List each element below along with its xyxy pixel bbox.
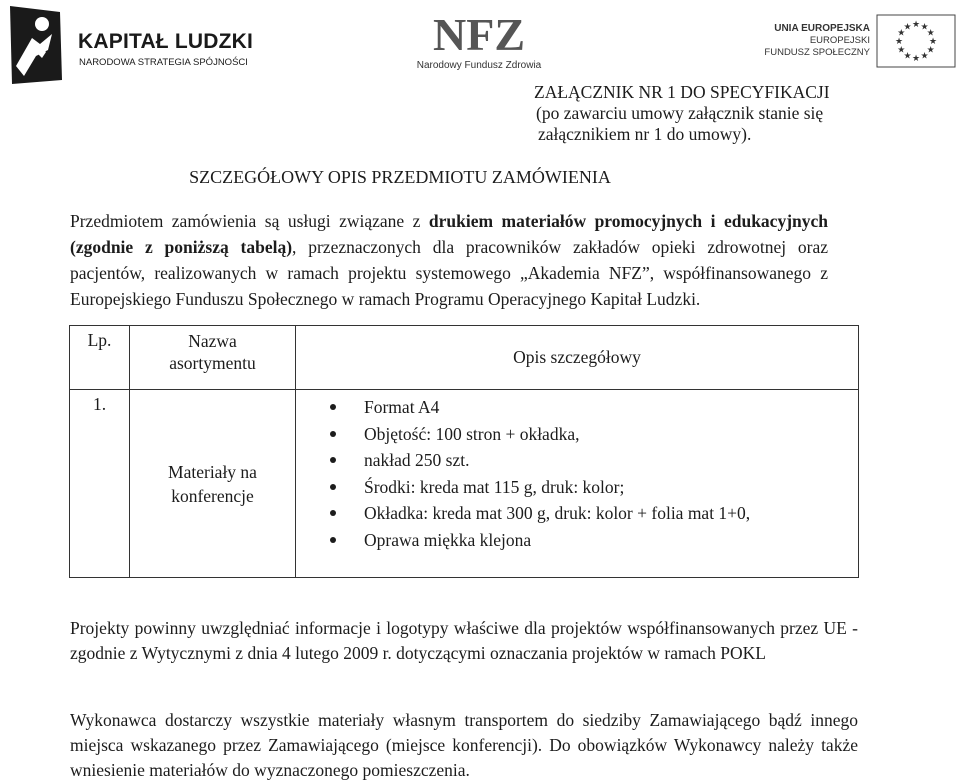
bullet-icon [330,484,336,490]
eu-star-icon: ★ [920,21,929,32]
eu-logo-line1: UNIA EUROPEJSKA [774,23,870,34]
header-name-line1: Nazwa [188,331,237,351]
eu-logo [764,14,956,72]
description-list [296,394,858,553]
eu-star-icon: ★ [903,50,912,61]
intro-paragraph [70,208,828,312]
list-item-text: Oprawa miękka klejona [364,529,532,550]
eu-star-icon: ★ [926,27,935,38]
eu-flag-icon [876,14,956,68]
document-title: SZCZEGÓŁOWY OPIS PRZEDMIOTU ZAMÓWIENIA [189,167,611,187]
list-item [296,394,858,421]
table-header-row [70,326,859,390]
list-item [296,527,858,554]
specification-table [69,325,859,578]
table-row [70,390,859,578]
intro-text-part1: Przedmiotem zamówienia są usługi związane z [70,211,429,231]
list-item [296,421,858,448]
list-item-text: Środki: kreda mat 115 g, druk: kolor; [364,476,625,497]
list-item-text: Objętość: 100 stron + okładka, [364,423,580,444]
row-description [296,390,859,578]
kapital-ludzki-title: KAPITAŁ LUDZKI [78,30,254,53]
annex-line1: ZAŁĄCZNIK NR 1 DO SPECYFIKACJI [534,82,830,102]
list-item-text: Format A4 [364,397,440,417]
logo-requirements-paragraph: Projekty powinny uwzględniać informacje i logotypy właściwe dla projektów współfinansowanych przez UE - zgodnie z Wytycznymi z dnia 4 lutego 2009 r. dotyczącymi oznaczania projektów w ramach POKL [70,618,858,663]
annex-line2: (po zawarciu umowy załącznik stanie się [536,103,824,123]
nfz-subtitle: Narodowy Fundusz Zdrowia [416,60,542,71]
list-item [296,474,858,501]
annex-line3: załącznikiem nr 1 do umowy). [538,124,752,144]
bullet-icon [330,404,336,410]
eu-star-icon: ★ [926,44,935,55]
list-item-text: nakład 250 szt. [364,450,470,470]
eu-star-icon: ★ [911,19,921,29]
eu-star-icon: ★ [928,36,938,46]
intro-text-part2: , przeznaczonych dla pracowników zakładów opieki zdrowotnej oraz pacjentów, realizowanych w ramach projektu systemowego „Akademia NFZ”, współfinansowanego z Europejskiego Funduszu Społecznego w ramach Programu Operacyjnego Kapitał Ludzki. [70,237,828,309]
kapital-ludzki-emblem-icon [6,4,64,84]
row-name-line1: Materiały na [168,461,257,482]
annex-header [500,82,860,145]
eu-star-icon: ★ [903,21,912,32]
row-name [130,390,296,578]
header-description: Opis szczegółowy [296,326,859,390]
header-lp: Lp. [70,326,130,390]
nfz-mark-text: NFZ [433,10,525,56]
eu-star-icon: ★ [911,53,921,63]
bullet-icon [330,457,336,463]
kapital-ludzki-subtitle: NARODOWA STRATEGIA SPÓJNOŚCI [79,57,248,68]
kapital-ludzki-logo [6,4,266,86]
intro-bold-text: drukiem materiałów promocyjnych i edukacyjnych (zgodnie z poniższą tabelą) [70,211,829,257]
eu-star-icon: ★ [897,27,906,38]
header-name-line2: asortymentu [169,353,256,373]
nfz-logo-mark [430,10,528,56]
list-item [296,447,858,474]
bullet-icon [330,537,336,543]
header-name [130,326,296,390]
list-item-text: Okładka: kreda mat 300 g, druk: kolor + folia mat 1+0, [364,503,751,523]
list-item [296,500,858,527]
delivery-paragraph: Wykonawca dostarczy wszystkie materiały własnym transportem do siedziby Zamawiającego bądź innego miejsca wskazanego przez Zamawiającego (miejsce konferencji). Do obowiązków Wykonawcy należy także wniesienie materiałów do wyznaczonego pomieszczenia. [70,710,858,780]
row-name-line2: konferencje [171,485,254,506]
eu-star-icon: ★ [920,50,929,61]
eu-logo-text [764,22,870,59]
eu-star-icon: ★ [897,44,906,55]
eu-logo-line3: FUNDUSZ SPOŁECZNY [764,47,870,58]
bullet-icon [330,431,336,437]
row-lp: 1. [70,390,130,578]
bullet-icon [330,510,336,516]
eu-logo-line2: EUROPEJSKI [809,35,870,46]
eu-star-icon: ★ [894,36,904,46]
nfz-logo [404,10,564,74]
